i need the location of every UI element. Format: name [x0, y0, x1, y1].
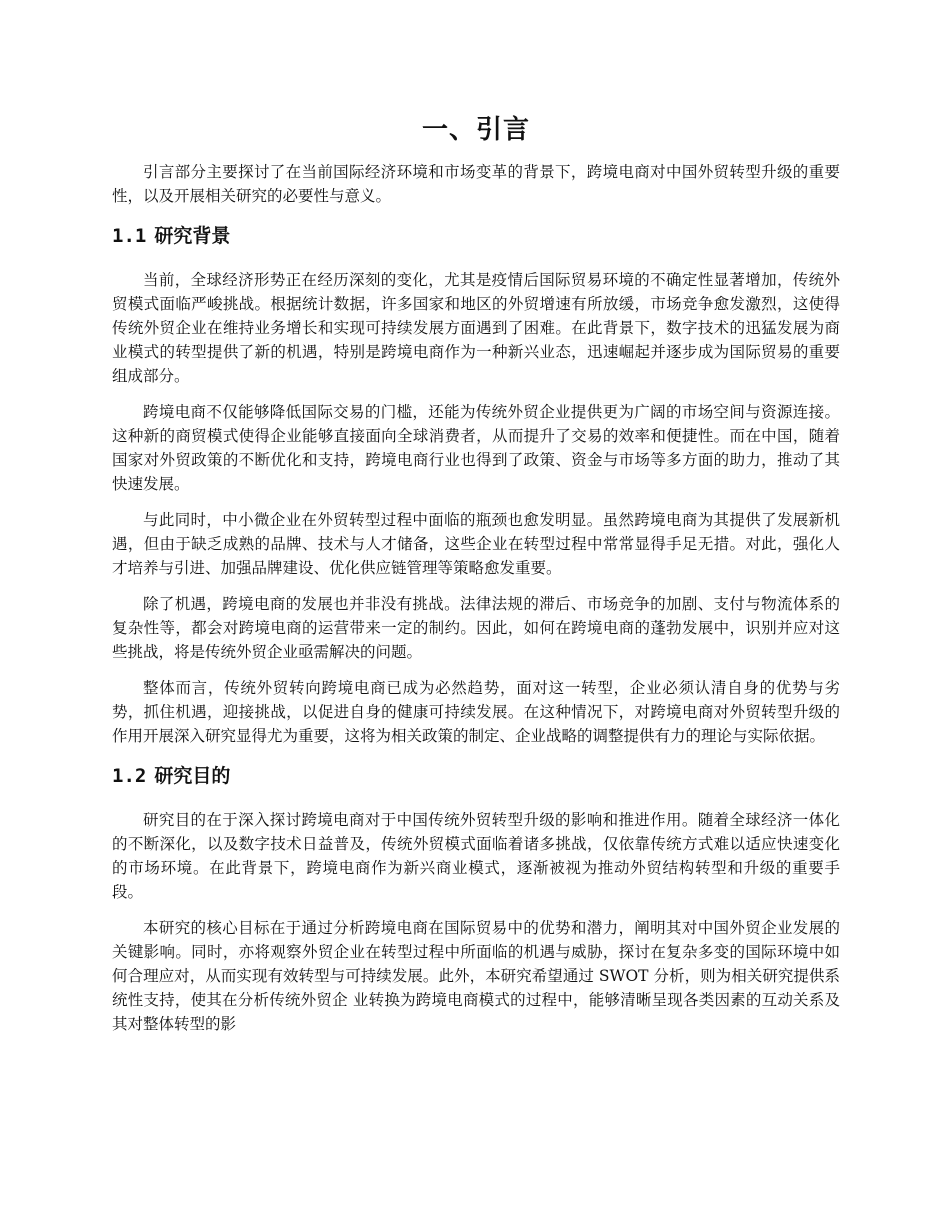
section-heading-background — [112, 222, 840, 250]
section-title: 研究目的 — [154, 765, 231, 787]
intro-paragraph: 引言部分主要探讨了在当前国际经济环境和市场变革的背景下，跨境电商对中国外贸转型升级的重要性，以及开展相关研究的必要性与意义。 — [112, 163, 840, 205]
section-heading-purpose — [112, 762, 840, 790]
paragraph: 研究目的在于深入探讨跨境电商对于中国传统外贸转型升级的影响和推进作用。随着全球经济一体化的不断深化，以及数字技术日益普及，传统外贸模式面临着诸多挑战，仅依靠传统方式难以适应快速变化的市场环境。在此背景下，跨境电商作为新兴商业模式，逐渐被视为推动外贸结构转型和升级的重要手段。 — [112, 811, 840, 901]
paragraph: 除了机遇，跨境电商的发展也并非没有挑战。法律法规的滞后、市场竞争的加剧、支付与物流体系的复杂性等，都会对跨境电商的运营带来一定的制约。因此，如何在跨境电商的蓬勃发展中，识别并应对这些挑战，将是传统外贸企业亟需解决的问题。 — [112, 595, 840, 661]
section-title: 研究背景 — [154, 225, 231, 247]
paragraph: 本研究的核心目标在于通过分析跨境电商在国际贸易中的优势和潜力，阐明其对中国外贸企业发展的关键影响。同时，亦将观察外贸企业在转型过程中所面临的机遇与威胁，探讨在复杂多变的国际环境中如何合理应对，从而实现有效转型与可持续发展。此外，本研究希望通过 SWOT 分析，则为相关研究提供系统性支持，使其在分析传统外贸企 业转换为跨境电商模式的过程中，能够清晰呈现各类因素的互动关系及其对整体转型的影 — [112, 919, 840, 1033]
document-page — [112, 110, 840, 1048]
paragraph: 跨境电商不仅能够降低国际交易的门槛，还能为传统外贸企业提供更为广阔的市场空间与资源连接。这种新的商贸模式使得企业能够直接面向全球消费者，从而提升了交易的效率和便捷性。而在中国，随着国家对外贸政策的不断优化和支持，跨境电商行业也得到了政策、资金与市场等多方面的助力，推动了其快速发展。 — [112, 403, 840, 493]
paragraph: 当前，全球经济形势正在经历深刻的变化，尤其是疫情后国际贸易环境的不确定性显著增加，传统外贸模式面临严峻挑战。根据统计数据，许多国家和地区的外贸增速有所放缓，市场竞争愈发激烈，这使得传统外贸企业在维持业务增长和实现可持续发展方面遇到了困难。在此背景下，数字技术的迅猛发展为商业模式的转型提供了新的机遇，特别是跨境电商作为一种新兴业态，迅速崛起并逐步成为国际贸易的重要组成部分。 — [112, 271, 840, 385]
chapter-title: 一、引言 — [421, 115, 530, 145]
paragraph: 整体而言，传统外贸转向跨境电商已成为必然趋势，面对这一转型，企业必须认清自身的优势与劣势，抓住机遇，迎接挑战，以促进自身的健康可持续发展。在这种情况下，对跨境电商对外贸转型升级的作用开展深入研究显得尤为重要，这将为相关政策的制定、企业战略的调整提供有力的理论与实际依据。 — [112, 679, 840, 745]
paragraph: 与此同时，中小微企业在外贸转型过程中面临的瓶颈也愈发明显。虽然跨境电商为其提供了发展新机遇，但由于缺乏成熟的品牌、技术与人才储备，这些企业在转型过程中常常显得手足无措。对此，强化人才培养与引进、加强品牌建设、优化供应链管理等策略愈发重要。 — [112, 511, 840, 577]
section-number: 1.1 — [112, 225, 147, 247]
section-number: 1.2 — [112, 765, 147, 787]
